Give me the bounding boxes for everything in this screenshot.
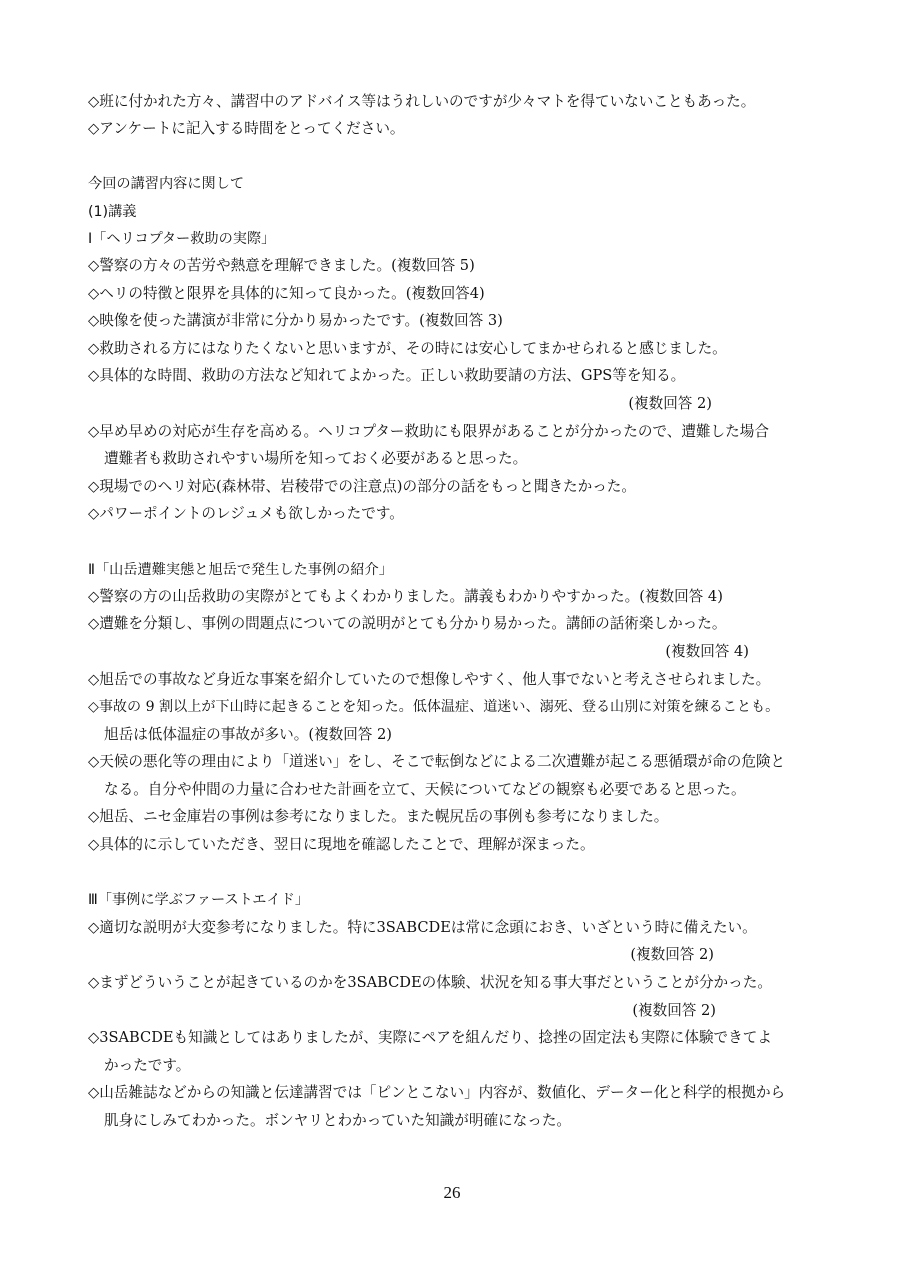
section-subtitle: (1)講義: [88, 204, 137, 220]
response-count: (複数回答 4): [665, 643, 749, 660]
section-title: 今回の講習内容に関して: [88, 176, 245, 192]
comment-line: ◇旭岳での事故など身近な事案を紹介していたので想像しやすく、他人事でないと考えさせられました。: [88, 671, 771, 688]
comment-line: ◇早め早めの対応が生存を高める。ヘリコプター救助にも限界があることが分かったので、遭難した場合: [88, 423, 769, 440]
response-count: (複数回答 2): [632, 1002, 716, 1019]
comment-line: ◇事故の 9 割以上が下山時に起きることを知った。低体温症、道迷い、溺死、登る山別に対策を練ることも。: [88, 699, 780, 715]
comment-line: ◇現場でのヘリ対応(森林帯、岩稜帯での注意点)の部分の話をもっと聞きたかった。: [88, 478, 636, 495]
comment-line: ◇3SABCDEも知識としてはありましたが、実際にペアを組んだり、捻挫の固定法も実際に体験できてよ: [88, 1029, 772, 1046]
comment-line: ◇警察の方々の苦労や熱意を理解できました。(複数回答 5): [88, 257, 475, 274]
intro-line: ◇班に付かれた方々、講習中のアドバイス等はうれしいのですが少々マトを得ていないこともあった。: [88, 93, 756, 110]
comment-line: ◇遭難を分類し、事例の問題点についての説明がとても分かり易かった。講師の話術楽しかった。: [88, 615, 727, 632]
comment-line: ◇山岳雑誌などからの知識と伝達講習では「ピンとこない」内容が、数値化、データー化と科学的根拠から: [88, 1084, 786, 1101]
lecture-heading: Ⅲ「事例に学ぶファーストエイド」: [88, 892, 310, 908]
comment-line: ◇ヘリの特徴と限界を具体的に知って良かった。(複数回答4): [88, 285, 485, 302]
comment-line: 肌身にしみてわかった。ボンヤリとわかっていた知識が明確になった。: [104, 1112, 572, 1129]
comment-line: ◇具体的な時間、救助の方法など知れてよかった。正しい救助要請の方法、GPS等を知る。: [88, 367, 686, 384]
comment-line: なる。自分や仲間の力量に合わせた計画を立て、天候についてなどの観察も必要であると思った。: [104, 781, 746, 798]
lecture-heading: Ⅱ「山岳遭難実態と旭岳で発生した事例の紹介」: [88, 562, 393, 578]
comment-line: ◇映像を使った講演が非常に分かり易かったです。(複数回答 3): [88, 312, 503, 329]
comment-line: かったです。: [104, 1057, 191, 1074]
comment-line: ◇具体的に示していただき、翌日に現地を確認したことで、理解が深まった。: [88, 836, 595, 853]
intro-line: ◇アンケートに記入する時間をとってください。: [88, 120, 405, 137]
lecture-heading: Ⅰ「ヘリコプター救助の実際」: [88, 231, 276, 247]
response-count: (複数回答 2): [628, 395, 712, 412]
page-number: 26: [443, 1183, 461, 1202]
comment-line: ◇旭岳、ニセ金庫岩の事例は参考になりました。また幌尻岳の事例も参考になりました。: [88, 808, 669, 825]
comment-line: ◇パワーポイントのレジュメも欲しかったです。: [88, 505, 404, 522]
comment-line: 旭岳は低体温症の事故が多い。(複数回答 2): [104, 726, 393, 743]
comment-line: ◇適切な説明が大変参考になりました。特に3SABCDEは常に念頭におき、いざという時に備えたい。: [88, 919, 757, 936]
comment-line: ◇救助される方にはなりたくないと思いますが、その時には安心してまかせられると感じました。: [88, 340, 727, 357]
comment-line: ◇天候の悪化等の理由により「道迷い」をし、そこで転倒などによる二次遭難が起こる悪循環が命の危険と: [88, 753, 786, 770]
comment-line: 遭難者も救助されやすい場所を知っておく必要があると思った。: [104, 450, 528, 467]
response-count: (複数回答 2): [630, 946, 714, 963]
comment-line: ◇まずどういうことが起きているのかを3SABCDEの体験、状況を知る事大事だということが分かった。: [88, 974, 772, 991]
comment-line: ◇警察の方の山岳救助の実際がとてもよくわかりました。講義もわかりやすかった。(複数回答 4): [88, 588, 723, 605]
